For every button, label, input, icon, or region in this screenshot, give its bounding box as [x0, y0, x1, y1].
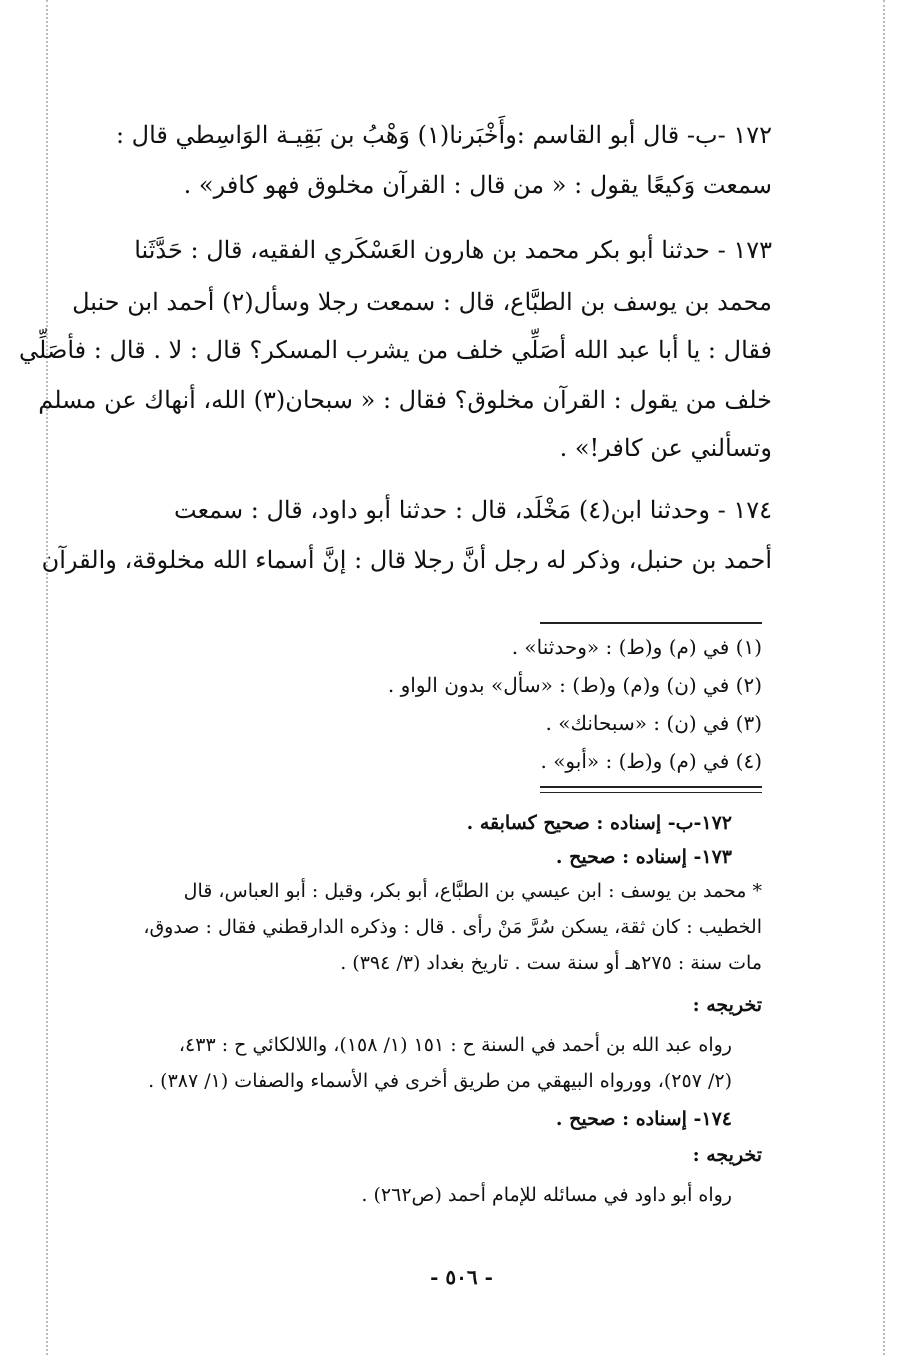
- footnote-line: (٣) في (ن) : «سبحانك» .: [545, 711, 762, 735]
- body-line: فقال : يا أبا عبد الله أصَلِّي خلف من يشرب المسكر؟ قال : لا . قال : فأصَلِّي: [19, 336, 772, 364]
- footnote-line: (٤) في (م) و(ط) : «أبو» .: [540, 749, 762, 773]
- note-line: رواه أبو داود في مسائله للإمام أحمد (ص٢٦٢) .: [361, 1184, 732, 1206]
- main-text: [19, 0, 772, 600]
- footnote-separator: [540, 622, 762, 624]
- note-heading: تخريجه :: [692, 1144, 762, 1166]
- body-line: سمعت وَكيعًا يقول : « من قال : القرآن مخلوق فهو كافر» .: [183, 171, 772, 199]
- body-line: ١٧٤ - وحدثنا ابن(٤) مَخْلَد، قال : حدثنا أبو داود، قال : سمعت: [174, 496, 772, 524]
- note-line: الخطيب : كان ثقة، يسكن سُرَّ مَنْ رأى . قال : وذكره الدارقطني فقال : صدوق،: [143, 916, 762, 938]
- note-heading: تخريجه :: [692, 994, 762, 1016]
- notes-separator-top: [540, 786, 762, 788]
- body-line: محمد بن يوسف بن الطبَّاع، قال : سمعت رجلا وسأل(٢) أحمد ابن حنبل: [72, 288, 772, 316]
- footnote-line: (٢) في (ن) و(م) و(ط) : «سأل» بدون الواو .: [387, 673, 762, 697]
- note-line: مات سنة : ٢٧٥هـ أو سنة ست . تاريخ بغداد (٣/ ٣٩٤) .: [340, 952, 762, 974]
- body-line: أحمد بن حنبل، وذكر له رجل أنَّ رجلا قال : إنَّ أسماء الله مخلوقة، والقرآن: [41, 546, 772, 574]
- notes-separator-bottom: [540, 792, 762, 793]
- footnote-line: (١) في (م) و(ط) : «وحدثنا» .: [511, 635, 762, 659]
- left-margin-dots: [46, 0, 48, 1355]
- page-number: - ٥٠٦ -: [430, 1265, 493, 1289]
- note-line: رواه عبد الله بن أحمد في السنة ح : ١٥١ (١/ ١٥٨)، واللالكائي ح : ٤٣٣،: [178, 1034, 732, 1056]
- body-line: خلف من يقول : القرآن مخلوق؟ فقال : « سبحان(٣) الله، أنهاك عن مسلم: [38, 386, 772, 414]
- body-line: ١٧٣ - حدثنا أبو بكر محمد بن هارون العَسْكَري الفقيه، قال : حَدَّثَنا: [134, 236, 772, 264]
- note-line: ١٧٢-ب- إسناده : صحيح كسابقه .: [466, 812, 732, 834]
- body-line: ١٧٢ -ب- قال أبو القاسم :وأَخْبَرنا(١) وَهْبُ بن بَقِيـة الوَاسِطي قال :: [115, 121, 772, 149]
- note-line: ١٧٣- إسناده : صحيح .: [555, 846, 732, 868]
- note-line: * محمد بن يوسف : ابن عيسي بن الطبَّاع، أبو بكر، وقيل : أبو العباس، قال: [183, 880, 762, 902]
- note-line: (٢/ ٢٥٧)، وورواه البيهقي من طريق أخرى في الأسماء والصفات (١/ ٣٨٧) .: [148, 1070, 732, 1092]
- note-line: ١٧٤- إسناده : صحيح .: [555, 1108, 732, 1130]
- body-line: وتسألني عن كافر!» .: [559, 434, 772, 462]
- right-margin-dots: [883, 0, 885, 1355]
